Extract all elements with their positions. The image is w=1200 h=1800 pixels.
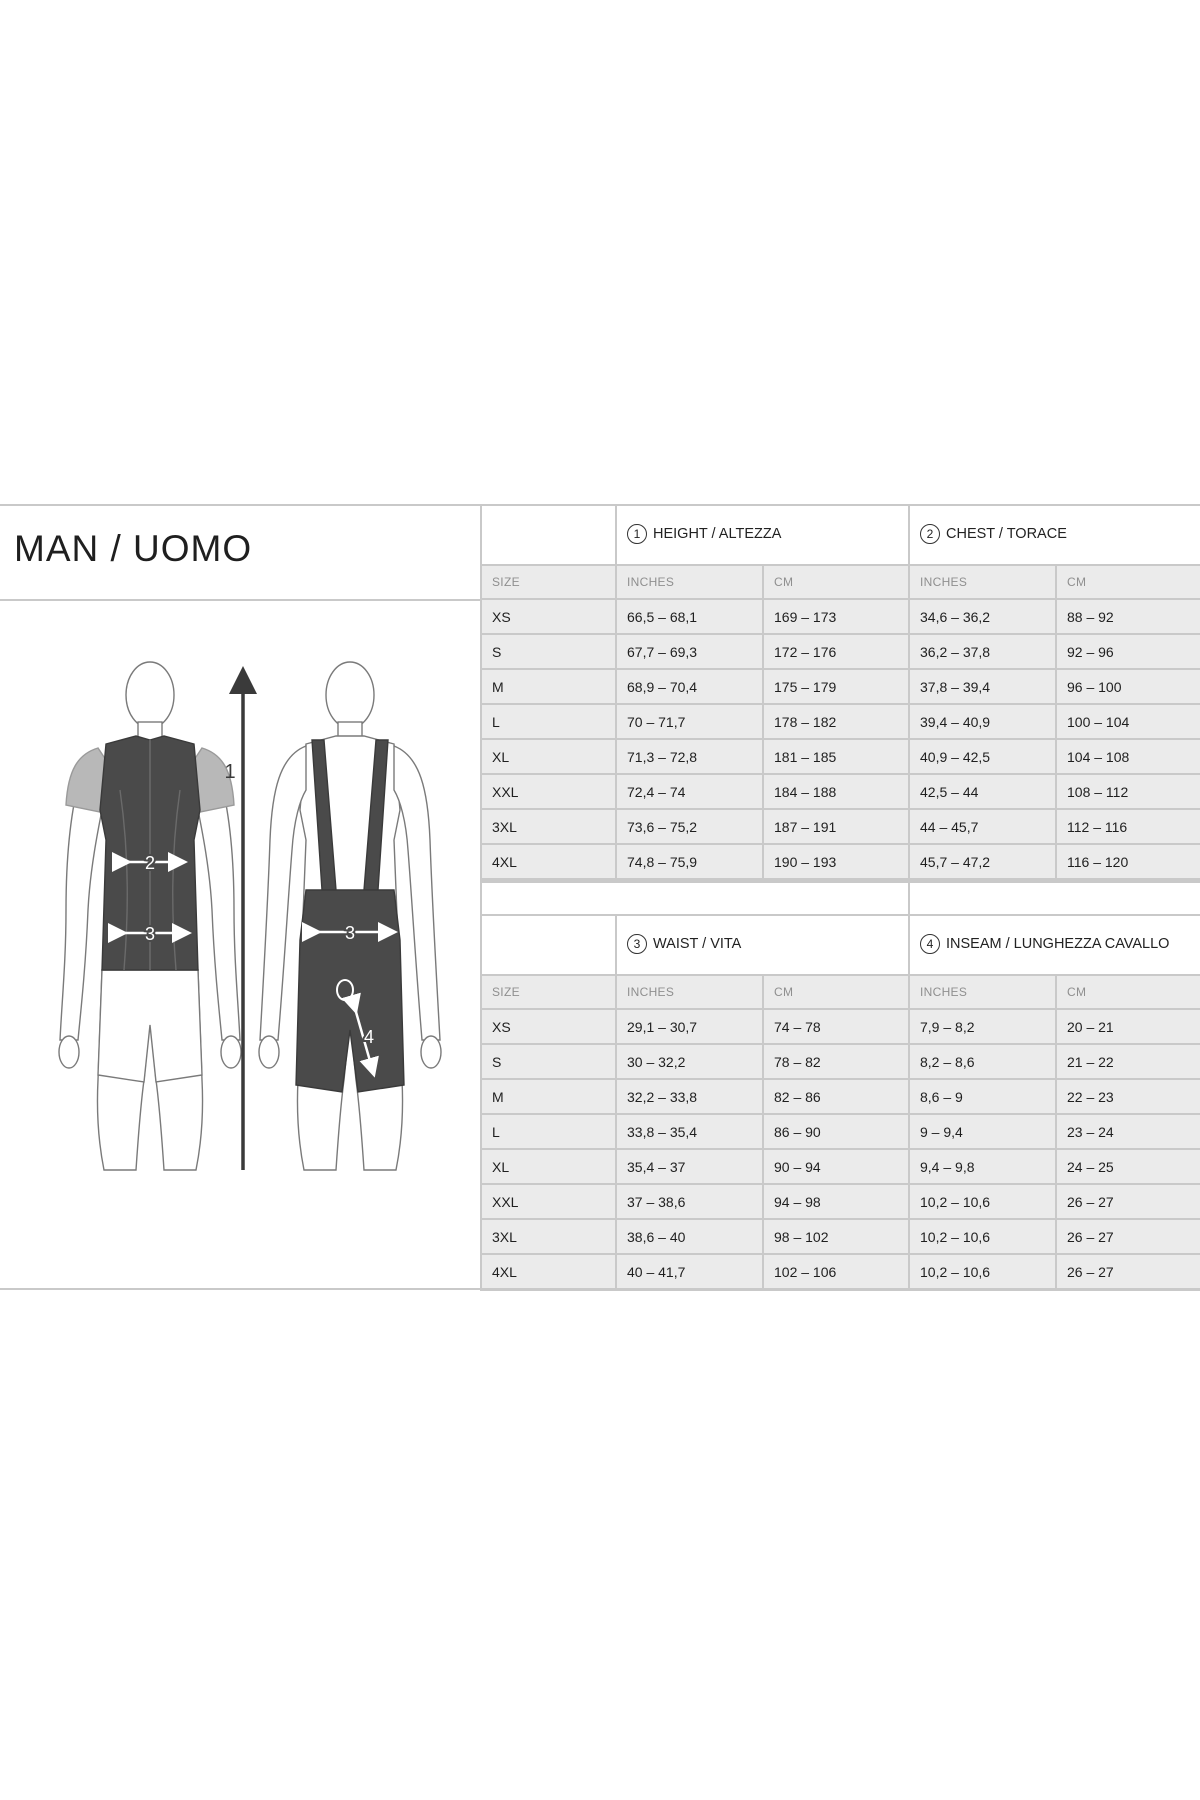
measurement-cell: 116 – 120 xyxy=(1055,844,1200,879)
row-divider xyxy=(480,1218,1200,1220)
subheader-2: CM xyxy=(762,564,908,599)
measurement-cell: 40,9 – 42,5 xyxy=(908,739,1055,774)
subheader-4: CM xyxy=(1055,974,1200,1009)
header-divider xyxy=(480,564,1200,566)
column-divider-major xyxy=(908,504,910,881)
row-divider xyxy=(480,1113,1200,1115)
top-border-left xyxy=(0,504,480,506)
size-label-cell: 3XL xyxy=(480,809,615,844)
measurement-cell: 21 – 22 xyxy=(1055,1044,1200,1079)
row-divider xyxy=(480,1043,1200,1045)
back-figure xyxy=(259,662,441,1170)
measurement-cell: 181 – 185 xyxy=(762,739,908,774)
row-divider xyxy=(480,668,1200,670)
measurement-cell: 26 – 27 xyxy=(1055,1219,1200,1254)
measurement-cell: 10,2 – 10,6 xyxy=(908,1219,1055,1254)
measurement-cell: 26 – 27 xyxy=(1055,1254,1200,1289)
row-divider xyxy=(480,1008,1200,1010)
title-underline xyxy=(0,599,480,601)
measurement-cell: 88 – 92 xyxy=(1055,599,1200,634)
section-number-badge: 1 xyxy=(627,524,647,544)
measurement-cell: 32,2 – 33,8 xyxy=(615,1079,762,1114)
measurement-cell: 40 – 41,7 xyxy=(615,1254,762,1289)
measurement-cell: 9,4 – 9,8 xyxy=(908,1149,1055,1184)
row-divider xyxy=(480,703,1200,705)
spacer-divider xyxy=(908,883,910,916)
row-divider xyxy=(480,1253,1200,1255)
measurement-cell: 94 – 98 xyxy=(762,1184,908,1219)
measurement-cell: 7,9 – 8,2 xyxy=(908,1009,1055,1044)
measurement-cell: 78 – 82 xyxy=(762,1044,908,1079)
row-divider xyxy=(480,633,1200,635)
row-divider xyxy=(480,843,1200,845)
measurement-cell: 35,4 – 37 xyxy=(615,1149,762,1184)
measurement-cell: 9 – 9,4 xyxy=(908,1114,1055,1149)
measurement-cell: 23 – 24 xyxy=(1055,1114,1200,1149)
subheader-4: CM xyxy=(1055,564,1200,599)
measurement-cell: 102 – 106 xyxy=(762,1254,908,1289)
spacer-row xyxy=(480,881,1200,914)
measurement-cell: 45,7 – 47,2 xyxy=(908,844,1055,879)
size-label-cell: XXL xyxy=(480,774,615,809)
measurement-cell: 72,4 – 74 xyxy=(615,774,762,809)
measurement-cell: 187 – 191 xyxy=(762,809,908,844)
measurement-cell: 37,8 – 39,4 xyxy=(908,669,1055,704)
measurement-cell: 74,8 – 75,9 xyxy=(615,844,762,879)
section-header-1 xyxy=(615,504,908,564)
measurement-cell: 22 – 23 xyxy=(1055,1079,1200,1114)
measurement-cell: 8,2 – 8,6 xyxy=(908,1044,1055,1079)
size-label-cell: M xyxy=(480,669,615,704)
row-divider xyxy=(480,773,1200,775)
row-divider xyxy=(480,808,1200,810)
measurement-cell: 68,9 – 70,4 xyxy=(615,669,762,704)
measurement-cell: 24 – 25 xyxy=(1055,1149,1200,1184)
spacer-left-divider xyxy=(480,883,482,916)
measurement-cell: 30 – 32,2 xyxy=(615,1044,762,1079)
size-label-cell: XL xyxy=(480,739,615,774)
waist-marker-front: 3 xyxy=(144,924,156,944)
column-divider-minor xyxy=(762,564,764,881)
column-divider-major xyxy=(615,914,617,1291)
measurement-cell: 172 – 176 xyxy=(762,634,908,669)
measurement-cell: 39,4 – 40,9 xyxy=(908,704,1055,739)
column-divider-minor xyxy=(1055,974,1057,1291)
measurement-cell: 26 – 27 xyxy=(1055,1184,1200,1219)
measurement-cell: 29,1 – 30,7 xyxy=(615,1009,762,1044)
measurement-cell: 175 – 179 xyxy=(762,669,908,704)
size-label-cell: 4XL xyxy=(480,1254,615,1289)
size-label-cell: 3XL xyxy=(480,1219,615,1254)
subheader-0: SIZE xyxy=(480,564,615,599)
section-label: WAIST / VITA xyxy=(653,936,742,952)
column-divider-minor xyxy=(1055,564,1057,881)
section-header-1 xyxy=(615,914,908,974)
column-divider-major xyxy=(480,504,482,881)
front-figure xyxy=(59,662,241,1170)
size-label-cell: XXL xyxy=(480,1184,615,1219)
size-label-cell: S xyxy=(480,634,615,669)
subheader-3: INCHES xyxy=(908,974,1055,1009)
table-bottom-border xyxy=(480,1289,1200,1291)
measurement-cell: 8,6 – 9 xyxy=(908,1079,1055,1114)
size-label-cell: L xyxy=(480,704,615,739)
subheader-1: INCHES xyxy=(615,974,762,1009)
body-measurement-figures xyxy=(40,640,460,1180)
measurement-cell: 37 – 38,6 xyxy=(615,1184,762,1219)
size-label-cell: XS xyxy=(480,599,615,634)
section-number-badge: 4 xyxy=(920,934,940,954)
measurement-cell: 34,6 – 36,2 xyxy=(908,599,1055,634)
measurement-cell: 98 – 102 xyxy=(762,1219,908,1254)
row-divider xyxy=(480,1078,1200,1080)
subheader-0: SIZE xyxy=(480,974,615,1009)
section-label: HEIGHT / ALTEZZA xyxy=(653,526,782,542)
measurement-cell: 71,3 – 72,8 xyxy=(615,739,762,774)
size-label-cell: M xyxy=(480,1079,615,1114)
section-label: CHEST / TORACE xyxy=(946,526,1067,542)
measurement-cell: 73,6 – 75,2 xyxy=(615,809,762,844)
measurement-cell: 86 – 90 xyxy=(762,1114,908,1149)
column-divider-major xyxy=(480,914,482,1291)
measurement-cell: 100 – 104 xyxy=(1055,704,1200,739)
table-top-border xyxy=(480,914,1200,916)
header-divider xyxy=(480,974,1200,976)
chart-title: MAN / UOMO xyxy=(14,528,253,569)
subheader-1: INCHES xyxy=(615,564,762,599)
measurement-cell: 10,2 – 10,6 xyxy=(908,1184,1055,1219)
height-marker: 1 xyxy=(224,761,236,783)
measurement-cell: 169 – 173 xyxy=(762,599,908,634)
column-divider-major xyxy=(908,914,910,1291)
measurement-cell: 74 – 78 xyxy=(762,1009,908,1044)
row-divider xyxy=(480,1183,1200,1185)
measurement-cell: 67,7 – 69,3 xyxy=(615,634,762,669)
measurement-cell: 190 – 193 xyxy=(762,844,908,879)
measurement-cell: 104 – 108 xyxy=(1055,739,1200,774)
measurement-cell: 92 – 96 xyxy=(1055,634,1200,669)
size-label-cell: XS xyxy=(480,1009,615,1044)
row-divider xyxy=(480,598,1200,600)
measurement-cell: 66,5 – 68,1 xyxy=(615,599,762,634)
row-divider xyxy=(480,738,1200,740)
column-divider-minor xyxy=(762,974,764,1291)
measurement-cell: 184 – 188 xyxy=(762,774,908,809)
section-label: INSEAM / LUNGHEZZA CAVALLO xyxy=(946,936,1170,952)
subheader-2: CM xyxy=(762,974,908,1009)
measurement-cell: 82 – 86 xyxy=(762,1079,908,1114)
section-number-badge: 2 xyxy=(920,524,940,544)
section-header-2 xyxy=(908,914,1200,974)
measurement-cell: 10,2 – 10,6 xyxy=(908,1254,1055,1289)
measurement-cell: 38,6 – 40 xyxy=(615,1219,762,1254)
table-top-border xyxy=(480,504,1200,506)
section-number-badge: 3 xyxy=(627,934,647,954)
section-header-2 xyxy=(908,504,1200,564)
size-label-cell: XL xyxy=(480,1149,615,1184)
measurement-cell: 36,2 – 37,8 xyxy=(908,634,1055,669)
measurement-cell: 20 – 21 xyxy=(1055,1009,1200,1044)
waist-marker-back: 3 xyxy=(344,923,356,943)
measurement-cell: 96 – 100 xyxy=(1055,669,1200,704)
column-divider-major xyxy=(615,504,617,881)
size-label-cell: L xyxy=(480,1114,615,1149)
size-label-cell: S xyxy=(480,1044,615,1079)
subheader-3: INCHES xyxy=(908,564,1055,599)
measurement-cell: 178 – 182 xyxy=(762,704,908,739)
chest-marker: 2 xyxy=(144,853,156,873)
measurement-cell: 70 – 71,7 xyxy=(615,704,762,739)
size-label-cell: 4XL xyxy=(480,844,615,879)
measurement-cell: 108 – 112 xyxy=(1055,774,1200,809)
measurement-cell: 42,5 – 44 xyxy=(908,774,1055,809)
row-divider xyxy=(480,1148,1200,1150)
measurement-cell: 112 – 116 xyxy=(1055,809,1200,844)
measurement-cell: 33,8 – 35,4 xyxy=(615,1114,762,1149)
bottom-border-left xyxy=(0,1288,480,1290)
measurement-cell: 44 – 45,7 xyxy=(908,809,1055,844)
inseam-marker: 4 xyxy=(363,1027,375,1047)
measurement-cell: 90 – 94 xyxy=(762,1149,908,1184)
